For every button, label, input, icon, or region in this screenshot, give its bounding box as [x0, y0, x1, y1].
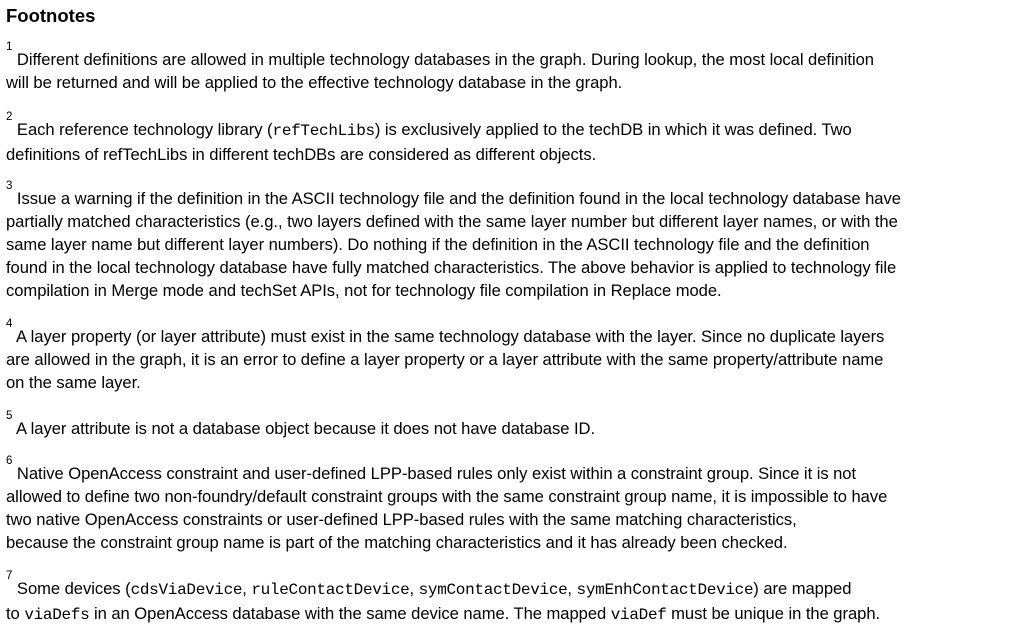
footnote-1	[6, 41, 1010, 94]
footnote-marker: 3	[6, 180, 13, 192]
footnote-text: ,	[567, 579, 577, 598]
code-identifier: symContactDevice	[418, 581, 568, 599]
footnote-text: partially matched characteristics (e.g., two layers defined with the same layer number but different layer names, or with the	[6, 212, 898, 231]
footnote-text: are allowed in the graph, it is an error to define a layer property or a layer attribute with the same property/attribute name	[6, 350, 884, 369]
footnote-text: definitions of refTechLibs in different techDBs are considered as different objects.	[6, 145, 597, 164]
footnote-text: two native OpenAccess constraints or user-defined LPP-based rules with the same matching characteristics,	[6, 510, 797, 529]
footnote-text: in an OpenAccess database with the same device name. The mapped	[89, 604, 611, 623]
footnote-marker: 4	[6, 318, 13, 330]
footnote-marker: 1	[6, 41, 13, 53]
footnote-text: Each reference technology library (	[12, 120, 273, 139]
page-title: Footnotes	[6, 5, 96, 26]
footnote-text: A layer property (or layer attribute) must exist in the same technology database with the layer. Since no duplicate layers	[12, 327, 885, 346]
footnote-marker: 6	[6, 455, 13, 467]
footnote-text: must be unique in the graph.	[666, 604, 881, 623]
footnote-text: because the constraint group name is part of the matching characteristics and it has already been checked.	[6, 533, 788, 552]
footnote-text: will be returned and will be applied to the effective technology database in the graph.	[6, 73, 623, 92]
footnote-text: on the same layer.	[6, 373, 141, 392]
code-identifier: viaDef	[610, 606, 667, 624]
footnote-text: A layer attribute is not a database object because it does not have database ID.	[12, 419, 596, 438]
footnote-line	[6, 143, 1010, 166]
footnote-line	[6, 371, 1010, 394]
footnote-text: ,	[409, 579, 419, 598]
footnote-text: Some devices (	[12, 579, 131, 598]
code-identifier: refTechLibs	[272, 122, 375, 140]
footnote-4	[6, 318, 1010, 394]
footnote-3	[6, 180, 1010, 302]
footnote-text: found in the local technology database have fully matched characteristics. The above behavior is applied to technology file	[6, 258, 897, 277]
footnote-line	[6, 180, 1010, 210]
footnote-line	[6, 318, 1010, 348]
footnote-line	[6, 602, 1010, 627]
footnote-line	[6, 71, 1010, 94]
footnote-text: Issue a warning if the definition in the ASCII technology file and the definition found in the local technology database have	[12, 189, 901, 208]
footnote-5	[6, 410, 1010, 440]
footnote-2	[6, 111, 1010, 166]
footnote-line	[6, 508, 1010, 531]
footnote-line	[6, 531, 1010, 554]
footnote-line	[6, 455, 1010, 485]
footnote-text: to	[6, 604, 25, 623]
footnote-marker: 2	[6, 111, 13, 123]
code-identifier: ruleContactDevice	[251, 581, 410, 599]
footnote-line	[6, 210, 1010, 233]
footnote-line	[6, 410, 1010, 440]
footnote-text: Native OpenAccess constraint and user-defined LPP-based rules only exist within a constraint group. Since it is not	[12, 464, 857, 483]
footnote-text: Different definitions are allowed in multiple technology databases in the graph. During lookup, the most local definition	[12, 50, 874, 69]
footnote-line	[6, 279, 1010, 302]
footnote-line	[6, 256, 1010, 279]
footnote-marker: 5	[6, 410, 13, 422]
footnote-line	[6, 485, 1010, 508]
code-identifier: symEnhContactDevice	[576, 581, 754, 599]
footnote-text: allowed to define two non-foundry/default constraint groups with the same constraint group name, it is impossible to have	[6, 487, 888, 506]
code-identifier: cdsViaDevice	[130, 581, 243, 599]
footnote-line	[6, 570, 1010, 602]
footnote-text: ) are mapped	[753, 579, 852, 598]
footnote-line	[6, 111, 1010, 143]
code-identifier: viaDefs	[24, 606, 90, 624]
footnote-marker: 7	[6, 570, 13, 582]
footnote-line	[6, 41, 1010, 71]
footnote-text: ) is exclusively applied to the techDB in which it was defined. Two	[374, 120, 852, 139]
footnote-line	[6, 348, 1010, 371]
footnote-text: ,	[242, 579, 252, 598]
footnote-line	[6, 233, 1010, 256]
footnote-text: same layer name but different layer numbers). Do nothing if the definition in the ASCII technology file and the definition	[6, 235, 870, 254]
footnote-text: compilation in Merge mode and techSet APIs, not for technology file compilation in Replace mode.	[6, 281, 722, 300]
footnote-6	[6, 455, 1010, 554]
footnote-7	[6, 570, 1010, 627]
